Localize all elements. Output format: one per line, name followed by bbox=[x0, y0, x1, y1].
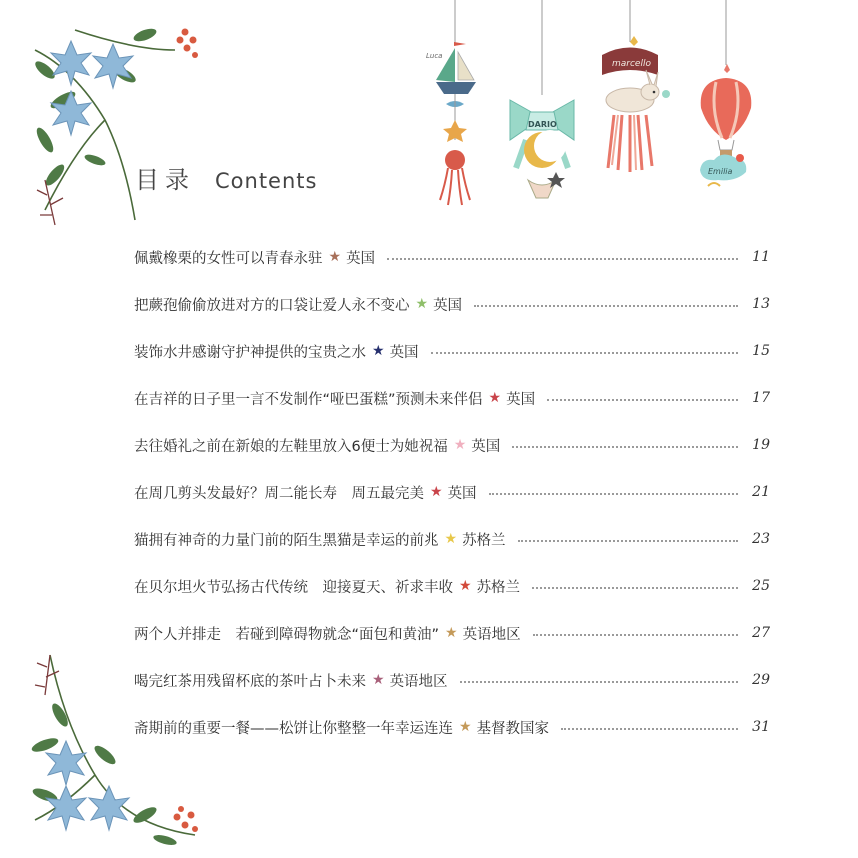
toc-entry[interactable] bbox=[134, 291, 770, 317]
toc-entry[interactable] bbox=[134, 526, 770, 552]
entry-page: 17 bbox=[752, 390, 770, 406]
dot-leader bbox=[387, 258, 738, 260]
star-icon: ★ bbox=[453, 437, 467, 453]
entry-page: 19 bbox=[752, 437, 770, 453]
toc-entry[interactable] bbox=[134, 338, 770, 364]
toc-entry[interactable] bbox=[134, 244, 770, 270]
entry-title: 在吉祥的日子里一言不发制作“哑巴蛋糕”预测未来伴侣 bbox=[134, 391, 483, 408]
dot-leader bbox=[460, 681, 738, 683]
banner-label: marcello bbox=[612, 59, 651, 69]
dot-leader bbox=[512, 446, 738, 448]
title-english: Contents bbox=[215, 169, 318, 193]
toc-entry[interactable] bbox=[134, 573, 770, 599]
cloud-label: Emilia bbox=[708, 167, 733, 176]
bow-label: DARIO bbox=[528, 120, 557, 129]
star-icon: ★ bbox=[415, 296, 429, 312]
dot-leader bbox=[489, 493, 738, 495]
entry-page: 31 bbox=[752, 719, 770, 735]
bow-moon-ornament bbox=[510, 100, 574, 198]
star-icon: ★ bbox=[430, 484, 443, 500]
entry-region: 基督教国家 bbox=[476, 720, 550, 737]
entry-region: 英国 bbox=[447, 485, 477, 502]
hanging-ornaments bbox=[418, 0, 758, 215]
entry-region: 苏格兰 bbox=[476, 579, 521, 596]
star-icon: ★ bbox=[445, 625, 458, 641]
star-icon: ★ bbox=[459, 719, 472, 735]
entry-title: 佩戴橡栗的女性可以青春永驻 bbox=[134, 250, 323, 267]
contents-title bbox=[135, 160, 317, 195]
entry-title: 喝完红茶用残留杯底的茶叶占卜未来 bbox=[134, 673, 366, 690]
toc-entry[interactable] bbox=[134, 620, 770, 646]
entry-title: 在贝尔坦火节弘扬古代传统 迎接夏天、祈求丰收 bbox=[134, 579, 453, 596]
banner-rabbit-ornament bbox=[602, 36, 670, 172]
entry-region: 苏格兰 bbox=[462, 532, 506, 549]
dot-leader bbox=[474, 305, 738, 307]
boat-label: Luca bbox=[426, 52, 443, 60]
toc-entry[interactable] bbox=[134, 667, 770, 693]
entry-region: 英国 bbox=[471, 438, 501, 455]
entry-page: 29 bbox=[752, 672, 770, 688]
entry-title: 装饰水井感谢守护神提供的宝贵之水 bbox=[134, 344, 366, 361]
entry-page: 25 bbox=[752, 578, 770, 594]
star-icon: ★ bbox=[372, 343, 385, 359]
title-chinese: 目录 bbox=[135, 166, 195, 194]
entry-region: 英语地区 bbox=[389, 673, 448, 690]
star-icon: ★ bbox=[488, 390, 502, 406]
dot-leader bbox=[547, 399, 738, 401]
dot-leader bbox=[561, 728, 738, 730]
toc-entry[interactable] bbox=[134, 479, 770, 505]
entry-region: 英语地区 bbox=[462, 626, 521, 643]
entry-title: 两个人并排走 若碰到障碍物就念“面包和黄油” bbox=[134, 626, 440, 643]
entry-page: 15 bbox=[752, 343, 770, 359]
entry-region: 英国 bbox=[506, 391, 536, 408]
dot-leader bbox=[431, 352, 738, 354]
entry-region: 英国 bbox=[346, 250, 376, 267]
entry-page: 13 bbox=[752, 296, 770, 312]
star-icon: ★ bbox=[372, 672, 385, 688]
entry-page: 11 bbox=[752, 249, 770, 265]
hot-air-balloon-ornament bbox=[700, 64, 751, 186]
star-icon: ★ bbox=[459, 578, 472, 594]
dot-leader bbox=[532, 587, 738, 589]
entry-title: 在周几剪头发最好？周二能长寿 周五最完美 bbox=[134, 485, 424, 502]
entry-title: 把蕨孢偷偷放进对方的口袋让爱人永不变心 bbox=[134, 297, 410, 314]
toc-entry[interactable] bbox=[134, 385, 770, 411]
star-icon: ★ bbox=[328, 249, 342, 265]
entry-title: 斋期前的重要一餐——松饼让你整整一年幸运连连 bbox=[134, 720, 453, 737]
entry-page: 21 bbox=[752, 484, 770, 500]
entry-page: 27 bbox=[752, 625, 770, 641]
entry-page: 23 bbox=[752, 531, 770, 547]
toc-entry[interactable] bbox=[134, 714, 770, 740]
entry-region: 英国 bbox=[389, 344, 419, 361]
floral-corner-top-left bbox=[15, 10, 225, 240]
star-icon: ★ bbox=[444, 531, 458, 547]
dot-leader bbox=[518, 540, 738, 542]
dot-leader bbox=[533, 634, 738, 636]
entry-region: 英国 bbox=[433, 297, 463, 314]
entry-title: 猫拥有神奇的力量门前的陌生黑猫是幸运的前兆 bbox=[134, 532, 439, 549]
floral-corner-bottom-left bbox=[15, 645, 215, 855]
sailboat-ornament bbox=[426, 42, 476, 205]
toc-entry[interactable] bbox=[134, 432, 770, 458]
entry-title: 去往婚礼之前在新娘的左鞋里放入6便士为她祝福 bbox=[134, 438, 448, 455]
